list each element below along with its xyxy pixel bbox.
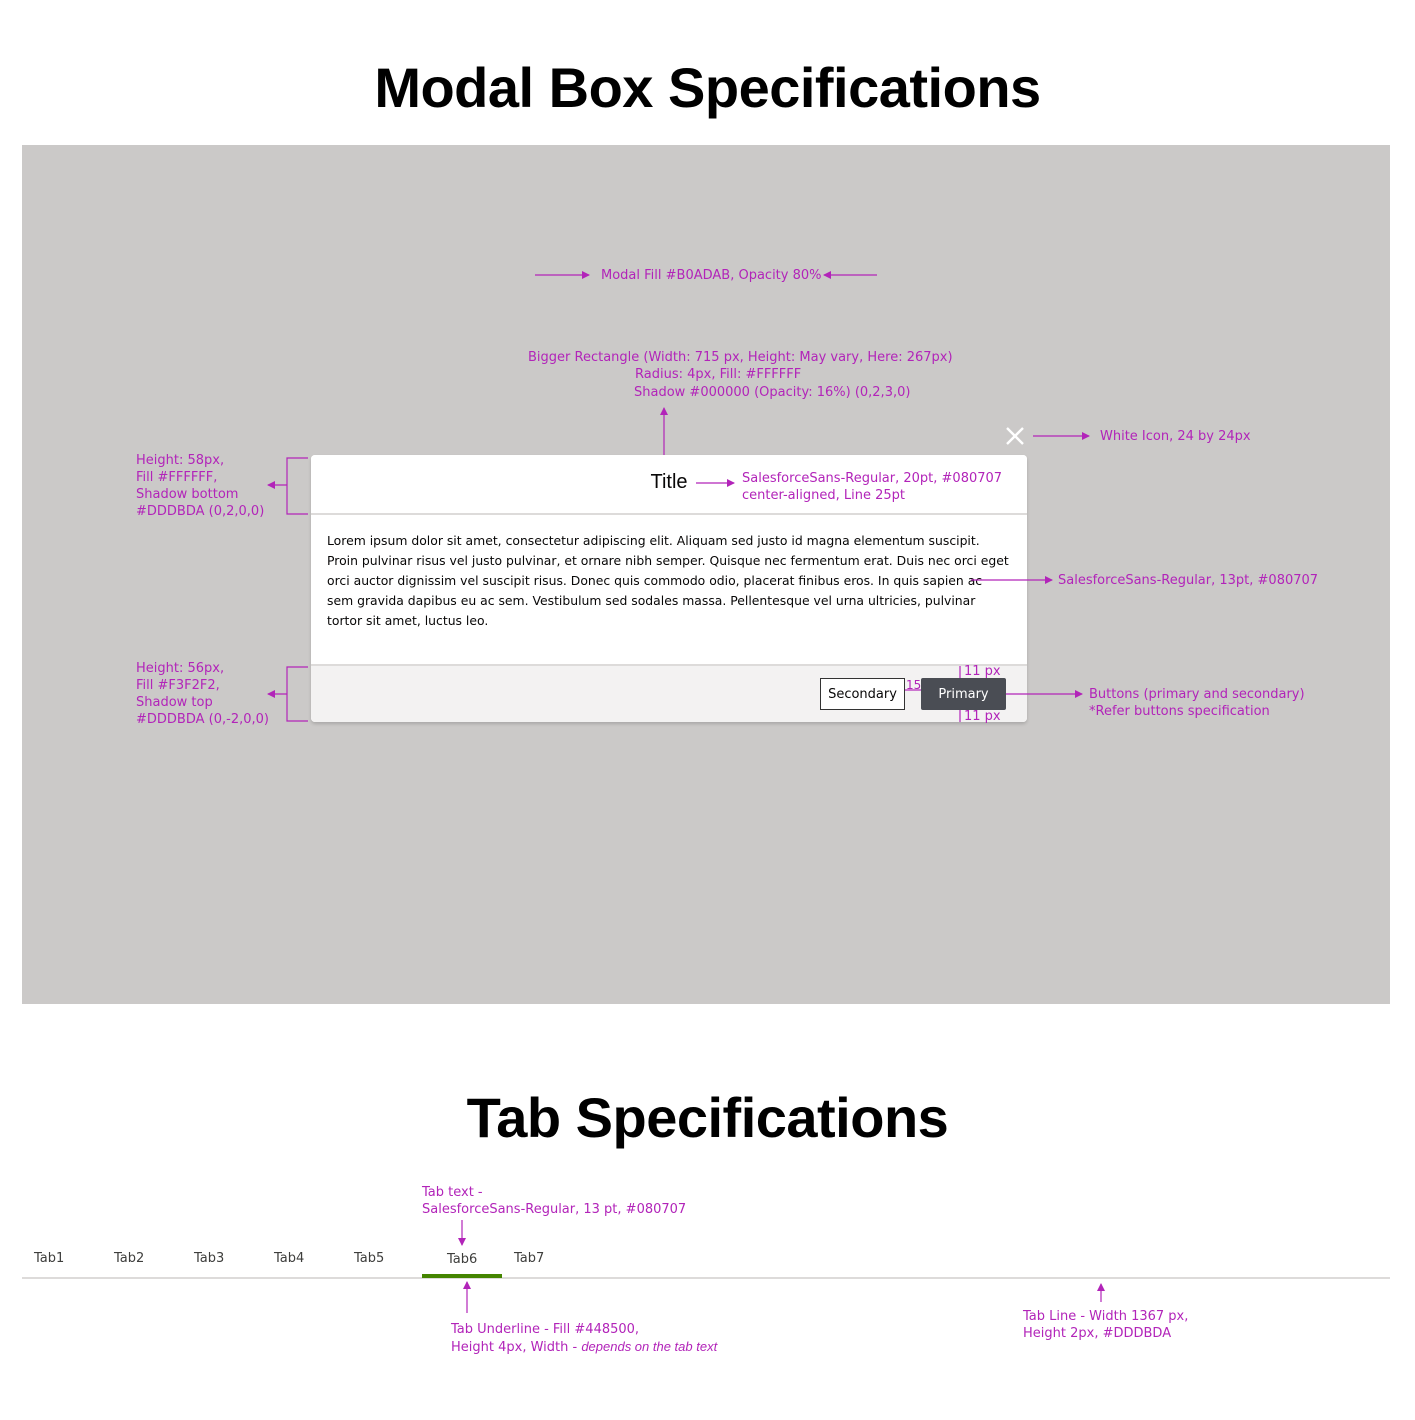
spacing-bottom-annotation: 11 px: [964, 709, 1001, 724]
header-annotation-4: #DDDBDA (0,2,0,0): [136, 504, 265, 519]
tab-4[interactable]: Tab4: [274, 1251, 305, 1266]
tab-underline: [422, 1274, 502, 1278]
buttons-annotation-2: *Refer buttons specification: [1089, 704, 1270, 719]
modal-title: Title: [650, 471, 688, 493]
header-annotation-3: Shadow bottom: [136, 487, 239, 502]
tab-3[interactable]: Tab3: [194, 1251, 225, 1266]
bigger-rect-annotation-3: Shadow #000000 (Opacity: 16%) (0,2,3,0): [634, 385, 911, 400]
tab-line: [22, 1277, 1390, 1279]
footer-annotation-4: #DDDBDA (0,-2,0,0): [136, 712, 269, 727]
tab-underline-annotation-plain: Height 4px, Width -: [451, 1340, 582, 1355]
header-annotation-1: Height: 58px,: [136, 453, 225, 468]
modal-fill-annotation: Modal Fill #B0ADAB, Opacity 80%: [601, 268, 822, 283]
title-font-annotation-2: center-aligned, Line 25pt: [742, 488, 905, 503]
tab-7[interactable]: Tab7: [514, 1251, 545, 1266]
tab-underline-annotation-2: [451, 1338, 717, 1356]
tab-line-annotation-2: Height 2px, #DDDBDA: [1023, 1326, 1172, 1341]
bigger-rect-annotation-1: Bigger Rectangle (Width: 715 px, Height: May vary, Here: 267px): [528, 350, 953, 365]
secondary-button[interactable]: Secondary: [820, 678, 905, 710]
tab-text-annotation-1: Tab text -: [422, 1185, 483, 1200]
tab-5[interactable]: Tab5: [354, 1251, 385, 1266]
modal-body-text: Lorem ipsum dolor sit amet, consectetur adipiscing elit. Aliquam sed justo id magna elementum suscipit. Proin pulvinar risus vel justo pulvinar, et ornare nibh semper. Quisque nec fermentum erat. Duis nec orci eget orci auctor dignissim vel suscipit risus. Donec quis commodo odio, placerat finibus eros. In quis sapien ac sem gravida dapibus eu ac sem. Vestibulum sed sodales massa. Pellentesque vel urna ultricies, pulvinar tortor sit amet, luctus leo.: [327, 533, 1009, 628]
tab-2[interactable]: Tab2: [114, 1251, 145, 1266]
tab-text-annotation-2: SalesforceSans-Regular, 13 pt, #080707: [422, 1202, 687, 1217]
spacing-between-annotation: 15: [906, 678, 922, 692]
footer-annotation-3: Shadow top: [136, 695, 213, 710]
close-icon[interactable]: [1004, 425, 1026, 447]
buttons-annotation-1: Buttons (primary and secondary): [1089, 687, 1305, 702]
tab-1[interactable]: Tab1: [34, 1251, 65, 1266]
modal-spec-heading: Modal Box Specifications: [374, 56, 1041, 119]
body-font-annotation: SalesforceSans-Regular, 13pt, #080707: [1058, 573, 1319, 588]
tab-underline-annotation-1: Tab Underline - Fill #448500,: [451, 1322, 640, 1337]
footer-annotation-1: Height: 56px,: [136, 661, 225, 676]
tab-line-annotation-1: Tab Line - Width 1367 px,: [1023, 1309, 1189, 1324]
spacing-top-annotation: 11 px: [964, 664, 1001, 679]
tab-underline-annotation-italic: depends on the tab text: [581, 1339, 718, 1354]
bigger-rect-annotation-2: Radius: 4px, Fill: #FFFFFF: [635, 367, 802, 382]
header-annotation-2: Fill #FFFFFF,: [136, 470, 218, 485]
title-font-annotation-1: SalesforceSans-Regular, 20pt, #080707: [742, 471, 1003, 486]
white-icon-annotation: White Icon, 24 by 24px: [1100, 429, 1251, 444]
tab-6-active[interactable]: Tab6: [447, 1252, 478, 1267]
footer-annotation-2: Fill #F3F2F2,: [136, 678, 220, 693]
tab-spec-heading: Tab Specifications: [466, 1086, 949, 1149]
tab-bar: [22, 1248, 1390, 1280]
primary-button[interactable]: Primary: [921, 678, 1006, 710]
